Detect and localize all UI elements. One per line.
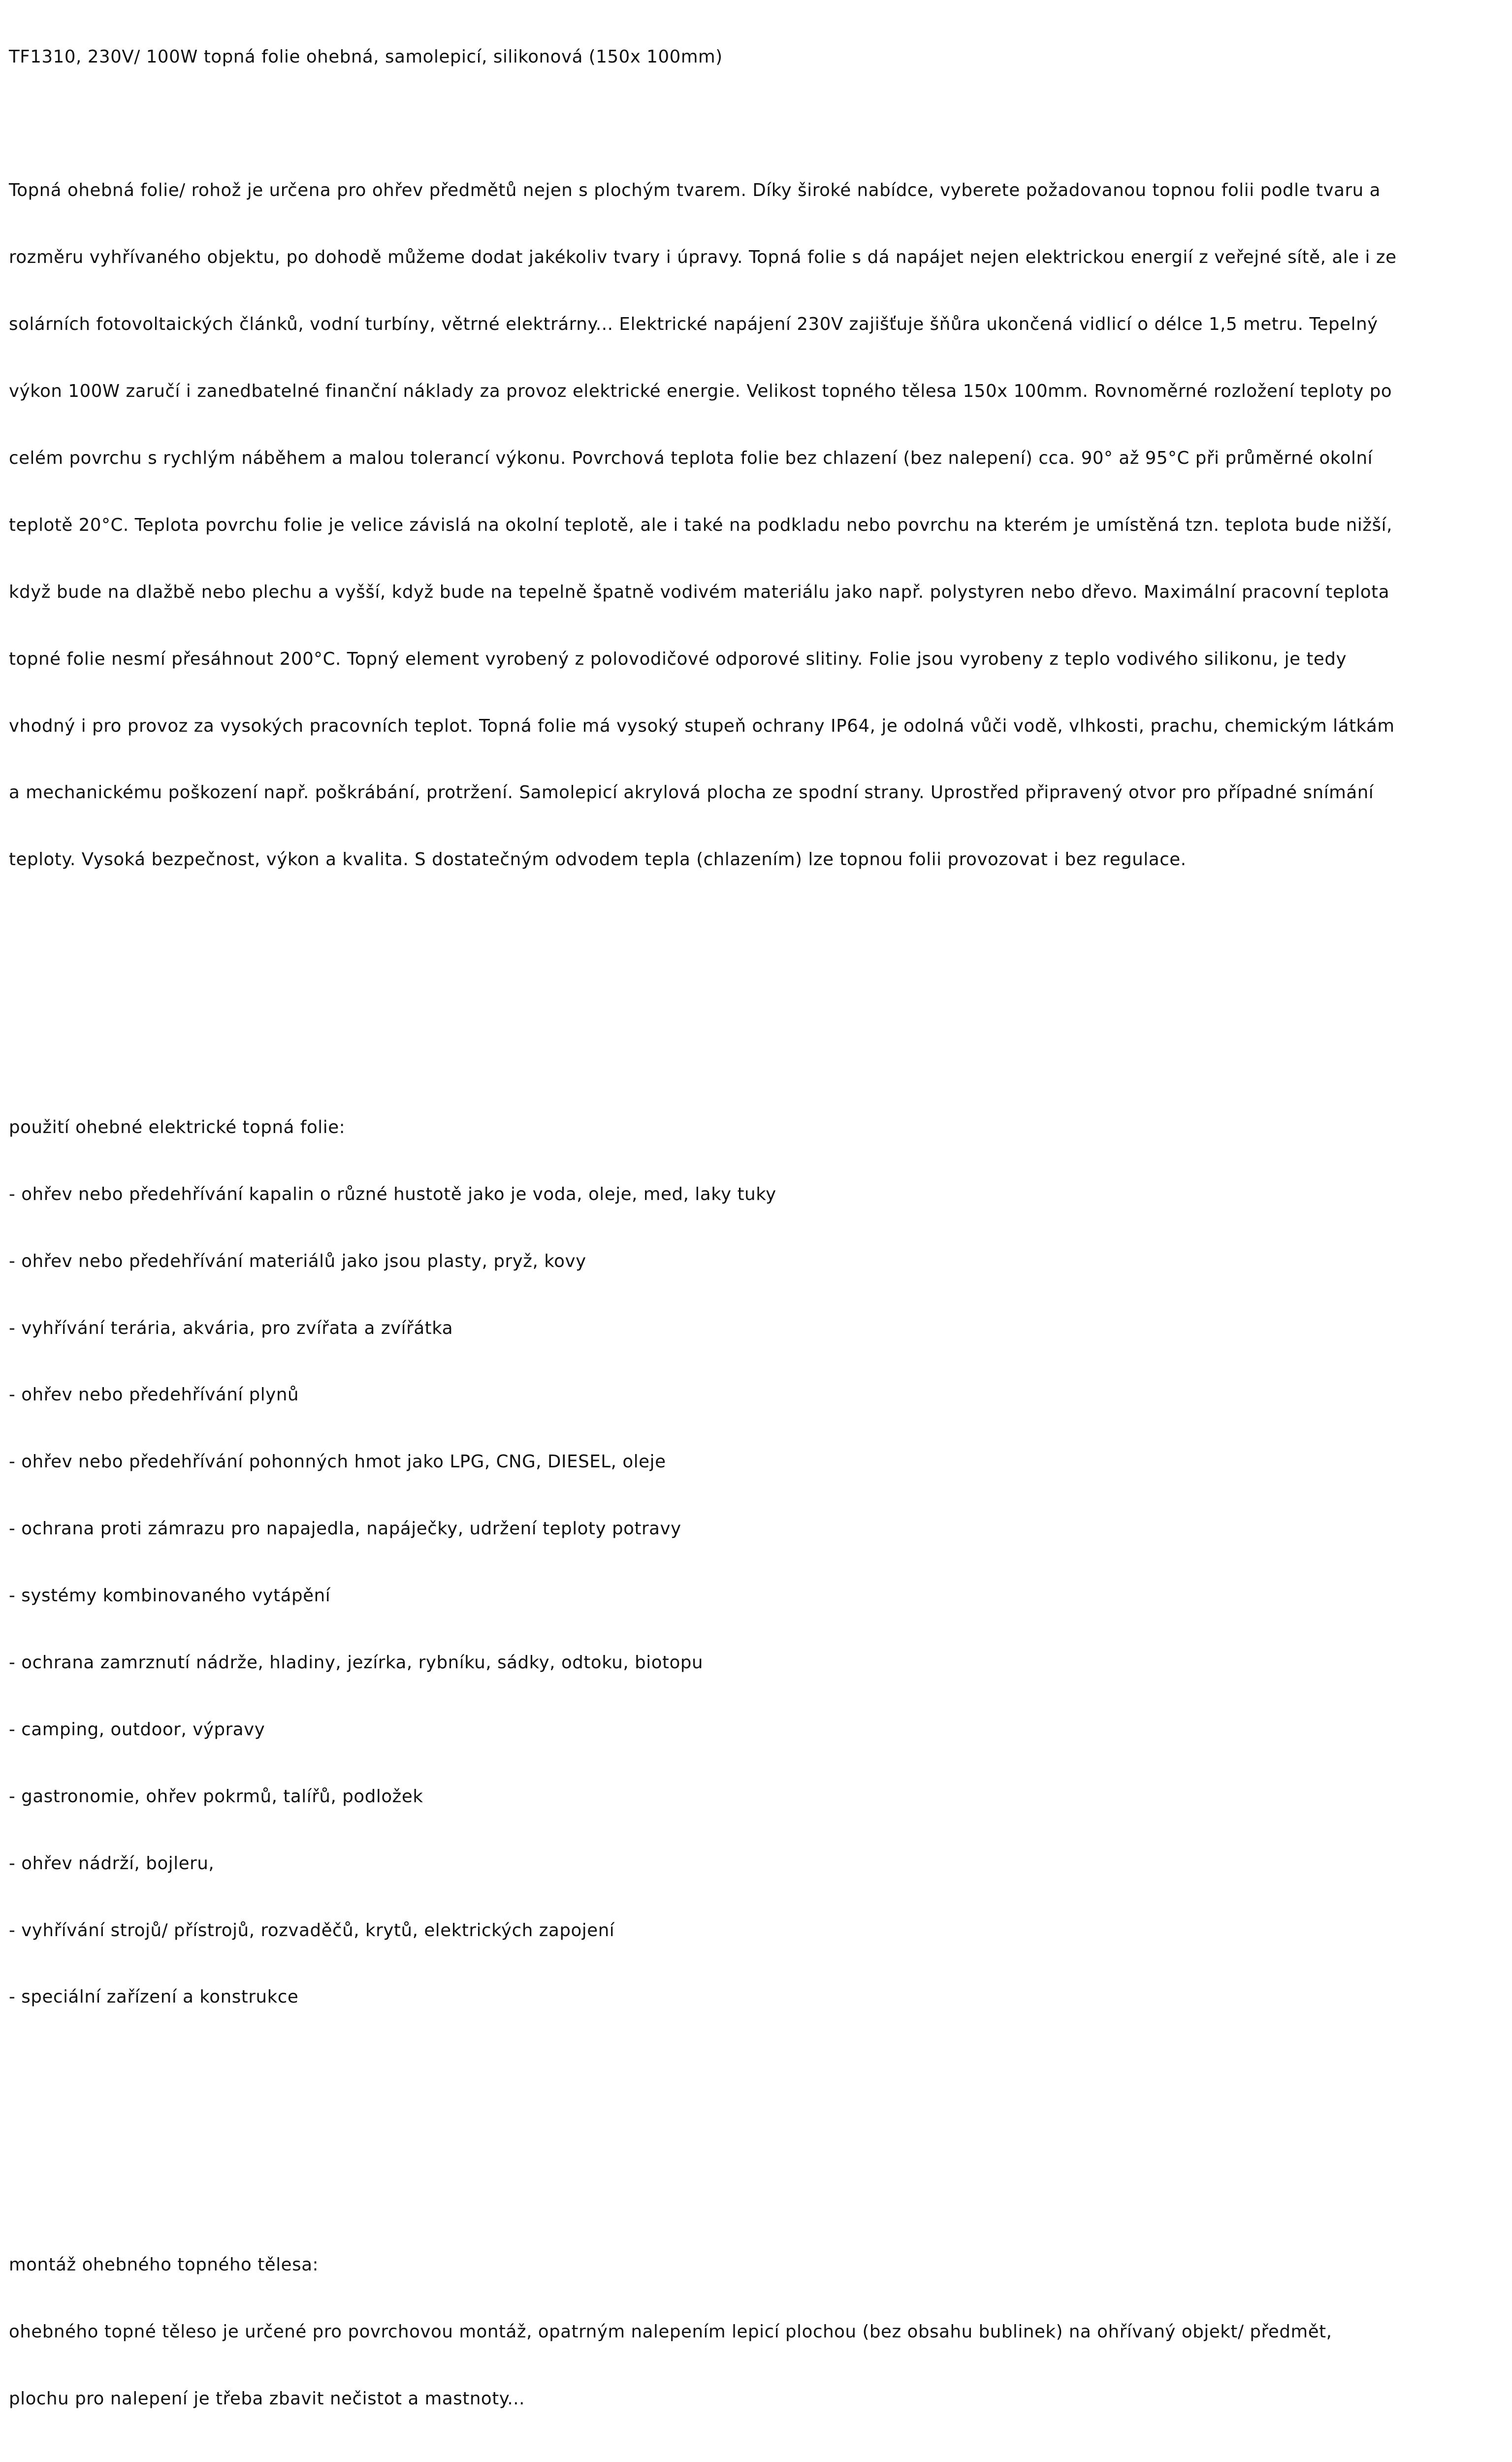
usage-list-item: - ohřev nádrží, bojleru, bbox=[9, 1853, 215, 1874]
description-line: výkon 100W zaručí i zanedbatelné finanční náklady za provoz elektrické energie. Velikost topného tělesa 150x 100mm. Rovnoměrné rozložení teploty po bbox=[9, 381, 1392, 402]
usage-section bbox=[9, 1071, 1506, 2053]
usage-list-item: - ohřev nebo předehřívání plynů bbox=[9, 1385, 299, 1405]
description-line: celém povrchu s rychlým náběhem a malou tolerancí výkonu. Povrchová teplota folie bez chlazení (bez nalepení) cca. 90° až 95°C při průměrné okolní bbox=[9, 448, 1373, 468]
blank-line bbox=[9, 982, 1506, 1004]
usage-list-item: - ohřev nebo předehřívání kapalin o různé hustotě jako je voda, oleje, med, laky tuky bbox=[9, 1184, 776, 1204]
usage-list-item: - systémy kombinovaného vytápění bbox=[9, 1586, 331, 1606]
product-description-document bbox=[9, 1, 1506, 2462]
description-line: když bude na dlažbě nebo plechu a vyšší, když bude na tepelně špatně vodivém materiálu jako např. polystyren nebo dřevo. Maximální pracovní teplota bbox=[9, 582, 1390, 602]
usage-heading: použití ohebné elektrické topná folie: bbox=[9, 1117, 346, 1137]
usage-list-item: - camping, outdoor, výpravy bbox=[9, 1719, 265, 1740]
usage-list-item: - ochrana proti zámrazu pro napajedla, napáječky, udržení teploty potravy bbox=[9, 1519, 681, 1539]
mounting-line: ohebného topné těleso je určené pro povrchovou montáž, opatrným nalepením lepicí plochou (bez obsahu bublinek) na ohřívaný objekt/ předmět, bbox=[9, 2321, 1332, 2342]
description-line: teploty. Vysoká bezpečnost, výkon a kvalita. S dostatečným odvodem tepla (chlazením) lze topnou folii provozovat i bez regulace. bbox=[9, 849, 1187, 870]
usage-list-item: - ochrana zamrznutí nádrže, hladiny, jezírka, rybníku, sádky, odtoku, biotopu bbox=[9, 1652, 704, 1673]
description-line: topné folie nesmí přesáhnout 200°C. Topný element vyrobený z polovodičové odporové slitiny. Folie jsou vyrobeny z teplo vodivého silikonu, je tedy bbox=[9, 648, 1347, 669]
description-line: teplotě 20°C. Teplota povrchu folie je velice závislá na okolní teplotě, ale i také na podkladu nebo povrchu na kterém je umístěná tzn. teplota bude nižší, bbox=[9, 515, 1393, 535]
mounting-section bbox=[9, 2209, 1506, 2454]
usage-list-item: - vyhřívání strojů/ přístrojů, rozvaděčů, krytů, elektrických zapojení bbox=[9, 1920, 615, 1941]
description-line: vhodný i pro provoz za vysokých pracovních teplot. Topná folie má vysoký stupeň ochrany IP64, je odolná vůči vodě, vlhkosti, prachu, chemickým látkám bbox=[9, 715, 1395, 736]
product-title: TF1310, 230V/ 100W topná folie ohebná, samolepicí, silikonová (150x 100mm) bbox=[9, 46, 723, 67]
description-line: solárních fotovoltaických článků, vodní turbíny, větrné elektrárny... Elektrické napájení 230V zajišťuje šňůra ukončená vidlicí o délce 1,5 metru. Tepelný bbox=[9, 314, 1378, 335]
description-line: a mechanickému poškození např. poškrábání, protržení. Samolepicí akrylová plocha ze spodní strany. Uprostřed připravený otvor pro případné snímání bbox=[9, 782, 1374, 803]
description-paragraph bbox=[9, 135, 1506, 915]
usage-list-item: - ohřev nebo předehřívání pohonných hmot jako LPG, CNG, DIESEL, oleje bbox=[9, 1452, 666, 1472]
description-line: rozměru vyhřívaného objektu, po dohodě můžeme dodat jakékoliv tvary i úpravy. Topná folie s dá napájet nejen elektrickou energií z veřejné sítě, ale i ze bbox=[9, 247, 1397, 268]
usage-list-item: - vyhřívání terária, akvária, pro zvířata a zvířátka bbox=[9, 1318, 453, 1338]
usage-list-item: - ohřev nebo předehřívání materiálů jako jsou plasty, pryž, kovy bbox=[9, 1251, 586, 1271]
mounting-line: plochu pro nalepení je třeba zbavit nečistot a mastnoty... bbox=[9, 2388, 525, 2409]
blank-line bbox=[9, 2120, 1506, 2142]
mounting-heading: montáž ohebného topného tělesa: bbox=[9, 2254, 319, 2275]
description-line: Topná ohebná folie/ rohož je určena pro ohřev předmětů nejen s plochým tvarem. Díky široké nabídce, vyberete požadovanou topnou folii podle tvaru a bbox=[9, 180, 1381, 201]
usage-list-item: - gastronomie, ohřev pokrmů, talířů, podložek bbox=[9, 1786, 423, 1807]
usage-list-item: - speciální zařízení a konstrukce bbox=[9, 1987, 299, 2008]
